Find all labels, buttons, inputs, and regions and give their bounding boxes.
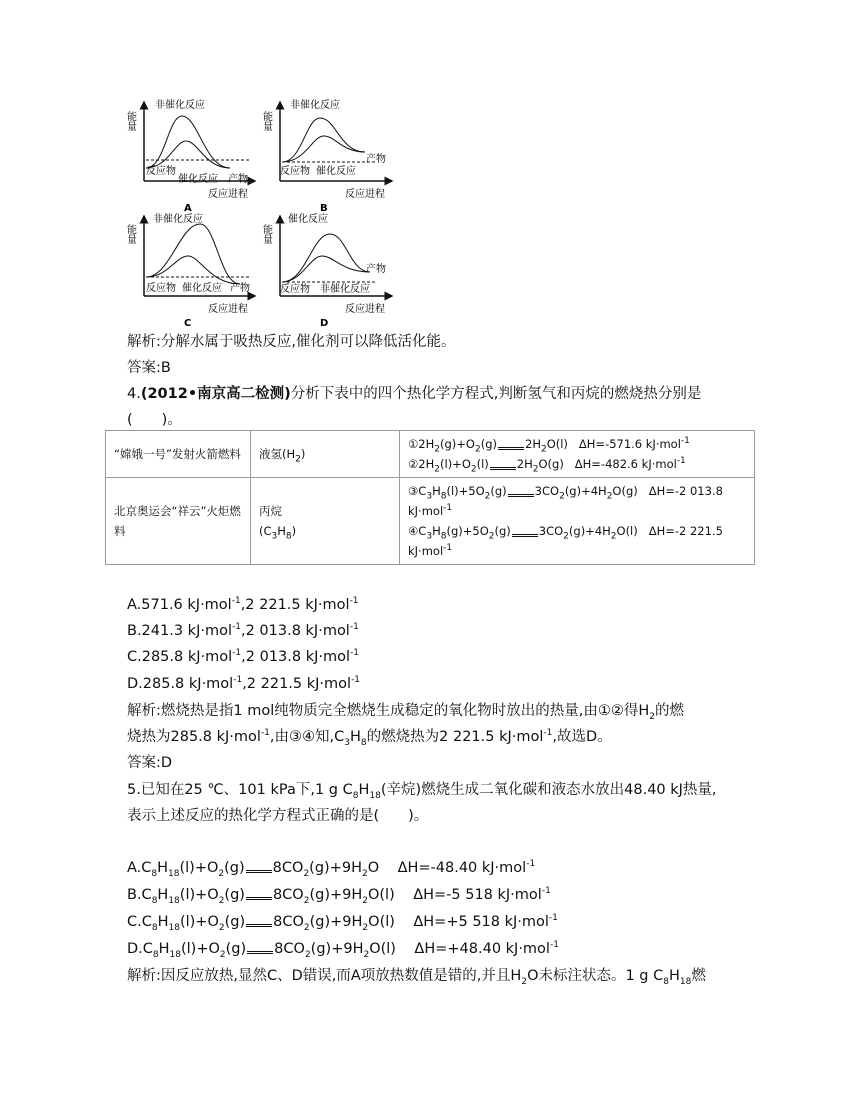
diagram-panel-c	[125, 212, 256, 329]
q4-source: (2012•南京高二检测)	[140, 386, 291, 402]
catalyzed-label-d: 催化反应	[288, 214, 328, 225]
energy-diagrams-svg	[120, 96, 410, 331]
table-cell-equations: $①2H_2(g)+O_2(g)$ $2H_2O(l)$ ΔH=-571.6 kJ·mol$^{-1}$ $②2H_2(l)+O_2(l)$ $2H_2O(g)$ ΔH=-482.6 kJ·mol$^{-1}$	[400, 431, 755, 478]
x-axis-label-d: 反应进程	[345, 304, 385, 315]
eq4-dh: ΔH=-2 221.5	[648, 524, 723, 538]
catalyzed-label-b: 催化反应	[316, 166, 356, 177]
table-cell-fuel: 液氢$(H_2)$	[251, 431, 400, 478]
x-axis-label-b: 反应进程	[345, 189, 385, 200]
product-label-d: 产物	[366, 264, 386, 275]
uncatalyzed-label-b: 非催化反应	[290, 100, 340, 111]
q5-stem-line2: 表示上述反应的热化学方程式正确的是( )。	[127, 808, 429, 824]
diagram-panel-d	[261, 212, 393, 329]
reactant-label-a: 反应物	[146, 166, 176, 177]
q4-option-b: B.241.3 kJ·mol$^{-1}$,2 013.8 kJ·mol$^{-1}$	[127, 622, 359, 639]
table-cell-equations: $③C_3H_8(l)+5O_2(g)$ $3CO_2(g)+4H_2O(g)$ ΔH=-2 013.8 kJ·mol$^{-1}$ $④C_3H_8(g)+5O_2(g)$ $3CO_2(g)+4H_2O(l)$ ΔH=-2 221.5 kJ·mol$^{-1}$	[400, 478, 755, 565]
q5-analysis: 解析:因反应放热,显然C、D错误,而A项放热数值是错的,并且$H_2O$未标注状态。1 g $C_8H_{18}$燃	[127, 968, 706, 987]
q4-number: 4.	[127, 386, 141, 402]
q4-stem-end: ( )。	[127, 412, 182, 428]
reactant-label-d: 反应物	[280, 284, 310, 295]
uncatalyzed-label-a: 非催化反应	[155, 100, 205, 111]
q3-analysis: 解析:分解水属于吸热反应,催化剂可以降低活化能。	[127, 334, 456, 350]
panel-letter-a: A	[184, 203, 192, 214]
eq3-dh: ΔH=-2 013.8	[648, 484, 723, 498]
uncatalyzed-label-c: 非催化反应	[153, 214, 203, 225]
q5-option-d: $D.C_8H_{18}(l)+O_2(g)$ $8CO_2(g)+9H_2O(l)$ ΔH=+48.40 kJ·mol$^{-1}$	[127, 940, 559, 960]
diagram-panel-a	[125, 98, 256, 214]
y-axis-label-a: 能量	[124, 111, 136, 131]
thermochemical-table	[105, 430, 755, 565]
reactant-label-b: 反应物	[280, 166, 310, 177]
x-axis-label-c: 反应进程	[208, 304, 248, 315]
x-axis-label-a: 反应进程	[208, 189, 248, 200]
y-axis-label-b: 能量	[260, 111, 272, 131]
table-cell-fuel: 丙烷 $(C_3H_8)$	[251, 478, 400, 565]
catalyzed-label-c: 催化反应	[182, 283, 222, 294]
y-axis-label-d: 能量	[260, 224, 272, 244]
energy-diagrams-figure	[120, 96, 410, 331]
table-cell-use: “嫦娥一号”发射火箭燃料	[106, 431, 251, 478]
q4-option-d: D.285.8 kJ·mol$^{-1}$,2 221.5 kJ·mol$^{-1}$	[127, 675, 361, 692]
reactant-label-c: 反应物	[146, 283, 176, 294]
y-axis-label-c: 能量	[124, 224, 136, 244]
panel-letter-d: D	[320, 318, 329, 329]
table-row	[106, 478, 755, 565]
diagram-panel-b	[261, 98, 393, 214]
q4-analysis-line2: 烧热为285.8 kJ·mol$^{-1}$,由③④知$,C_3H_8$的燃烧热为2 221.5 kJ·mol$^{-1}$,故选D。	[127, 728, 612, 748]
panel-letter-c: C	[184, 318, 192, 329]
q4-analysis-line1: 解析:燃烧热是指1 mol纯物质完全燃烧生成稳定的氧化物时放出的热量,由①②得$H_2$的燃	[127, 703, 684, 722]
q5-option-c: $C.C_8H_{18}(l)+O_2(g)$ $8CO_2(g)+9H_2O(l)$ ΔH=+5 518 kJ·mol$^{-1}$	[127, 913, 558, 933]
table-cell-use: 北京奥运会“祥云”火炬燃料	[106, 478, 251, 565]
q4-answer: 答案:D	[127, 755, 173, 771]
catalyzed-label-a: 催化反应	[178, 174, 218, 185]
q4-stem	[127, 384, 701, 404]
eq1-dh: ΔH=-571.6 kJ·mol	[578, 437, 681, 451]
product-label-b: 产物	[366, 154, 386, 165]
q5-stem-line1: 5.已知在25 ℃、101 kPa下,1 g $C_8H_{18}$(辛烷)燃烧生成二氧化碳和液态水放出48.40 kJ热量,	[127, 782, 717, 801]
q4-option-c: C.285.8 kJ·mol$^{-1}$,2 013.8 kJ·mol$^{-1}$	[127, 648, 360, 665]
uncatalyzed-label-d: 非催化反应	[320, 284, 370, 295]
q5-option-a: $A.C_8H_{18}(l)+O_2(g)$ $8CO_2(g)+9H_2O$ ΔH=-48.40 kJ·mol$^{-1}$	[127, 859, 536, 879]
q4-stem-text: 分析下表中的四个热化学方程式,判断氢气和丙烷的燃烧热分别是	[290, 386, 702, 402]
panel-letter-b: B	[320, 203, 328, 214]
q3-answer: 答案:B	[127, 360, 171, 376]
eq2-dh: ΔH=-482.6 kJ·mol	[574, 457, 677, 471]
product-label-c: 产物	[230, 283, 250, 294]
q4-option-a: A.571.6 kJ·mol$^{-1}$,2 221.5 kJ·mol$^{-1}$	[127, 596, 359, 613]
table-row	[106, 431, 755, 478]
product-label-a: 产物	[228, 174, 248, 185]
q5-option-b: $B.C_8H_{18}(l)+O_2(g)$ $8CO_2(g)+9H_2O(l)$ ΔH=-5 518 kJ·mol$^{-1}$	[127, 886, 551, 906]
